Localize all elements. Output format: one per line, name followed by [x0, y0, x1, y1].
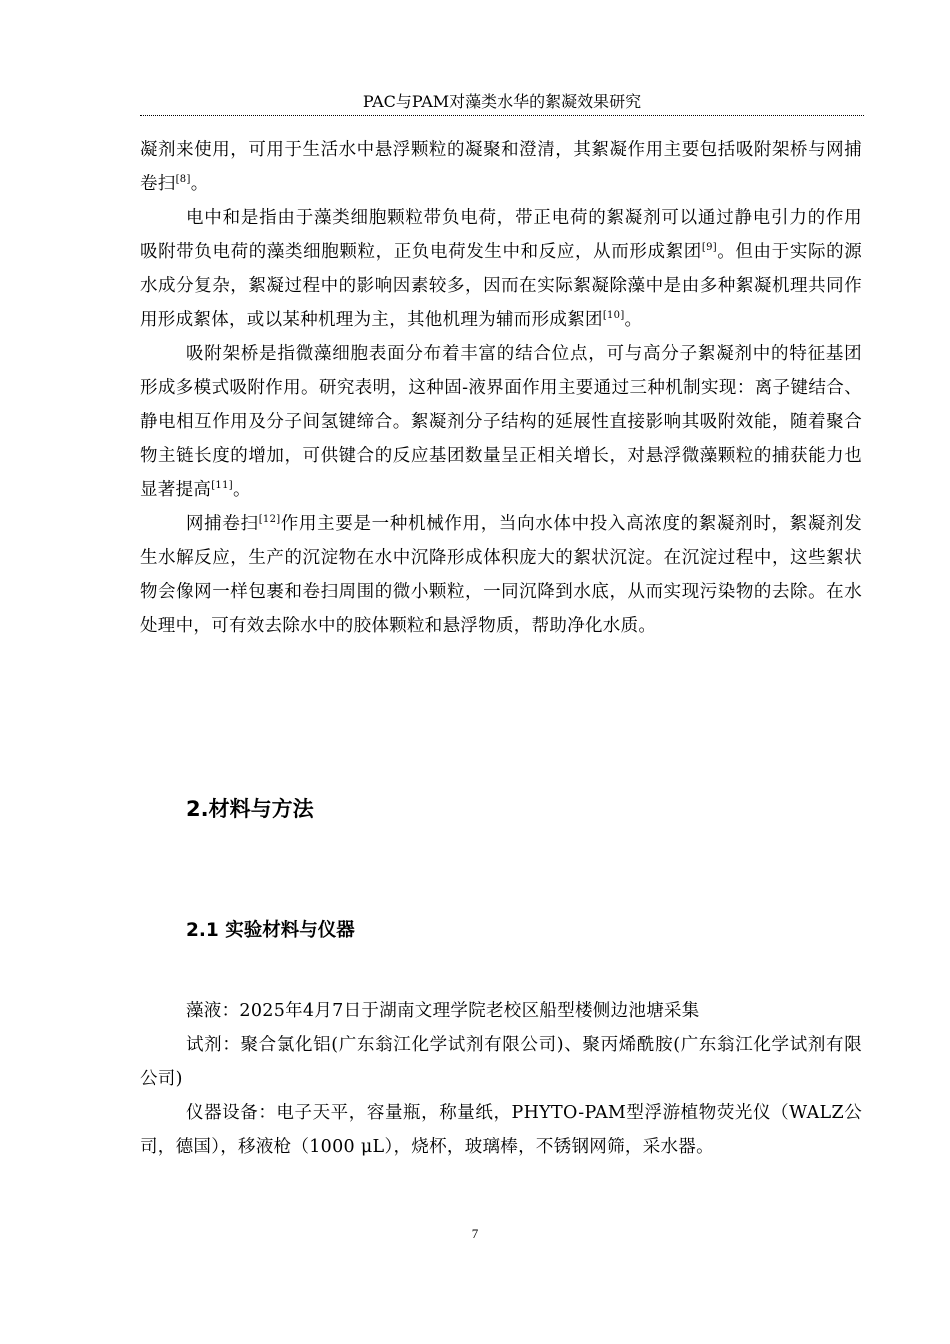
- body-text: [140, 133, 862, 643]
- paragraph-end: 。: [624, 310, 643, 330]
- paragraph-end: 。: [232, 480, 251, 500]
- paragraph-continuation: [140, 133, 862, 201]
- header-divider: [140, 115, 864, 116]
- materials-reagents: 试剂：聚合氯化铝(广东翁江化学试剂有限公司)、聚丙烯酰胺(广东翁江化学试剂有限公司): [140, 1035, 862, 1089]
- citation-ref: [12]: [258, 514, 281, 526]
- subsection-heading: 2.1 实验材料与仪器: [186, 920, 355, 941]
- paragraph-text: 电中和是指由于藻类细胞颗粒带负电荷，带正电荷的絮凝剂可以通过静电引力的作用吸附带负电荷的藻类细胞颗粒，正负电荷发生中和反应，从而形成絮团: [140, 208, 862, 262]
- paragraph-text: 网捕卷扫: [186, 514, 259, 534]
- citation-ref: [8]: [175, 174, 191, 186]
- section-heading: 2.材料与方法: [186, 797, 314, 821]
- materials-list: [140, 994, 862, 1164]
- page-number: 7: [471, 1226, 479, 1241]
- paragraph-end: 。: [190, 174, 209, 194]
- materials-instruments: 仪器设备：电子天平，容量瓶，称量纸，PHYTO-PAM型浮游植物荧光仪（WALZ公司，德国），移液枪（1000 μL），烧杯，玻璃棒，不锈钢网筛，采水器。: [140, 1103, 862, 1157]
- paragraph-text: 。但由于实际的源水成分复杂，絮凝过程中的影响因素较多，因而在实际絮凝除藻中是由多种絮凝机理共同作用形成絮体，或以某种机理为主，其他机理为辅而形成絮团: [140, 242, 862, 330]
- paragraph-charge-neutralization: [140, 201, 862, 337]
- paragraph-text: 凝剂来使用，可用于生活水中悬浮颗粒的凝聚和澄清，其絮凝作用主要包括吸附架桥与网捕卷扫: [140, 140, 862, 194]
- citation-ref: [10]: [602, 310, 625, 322]
- citation-ref: [9]: [701, 242, 717, 254]
- paragraph-text: 作用主要是一种机械作用，当向水体中投入高浓度的絮凝剂时，絮凝剂发生水解反应，生产的沉淀物在水中沉降形成体积庞大的絮状沉淀。在沉淀过程中，这些絮状物会像网一样包裹和卷扫周围的微小颗粒，一同沉降到水底，从而实现污染物的去除。在水处理中，可有效去除水中的胶体颗粒和悬浮物质，帮助净化水质。: [140, 514, 862, 636]
- paragraph-text: 吸附架桥是指微藻细胞表面分布着丰富的结合位点，可与高分子絮凝剂中的特征基团形成多模式吸附作用。研究表明，这种固-液界面作用主要通过三种机制实现：离子键结合、静电相互作用及分子间氢键缔合。絮凝剂分子结构的延展性直接影响其吸附效能，随着聚合物主链长度的增加，可供键合的反应基团数量呈正相关增长，对悬浮微藻颗粒的捕获能力也显著提高: [140, 344, 862, 500]
- materials-algae: 藻液：2025年4月7日于湖南文理学院老校区船型楼侧边池塘采集: [186, 1001, 700, 1021]
- running-header: PAC与PAM对藻类水华的絮凝效果研究: [362, 92, 642, 111]
- citation-ref: [11]: [211, 480, 233, 492]
- paragraph-adsorption-bridging: [140, 337, 862, 507]
- paragraph-sweep-flocculation: [140, 507, 862, 643]
